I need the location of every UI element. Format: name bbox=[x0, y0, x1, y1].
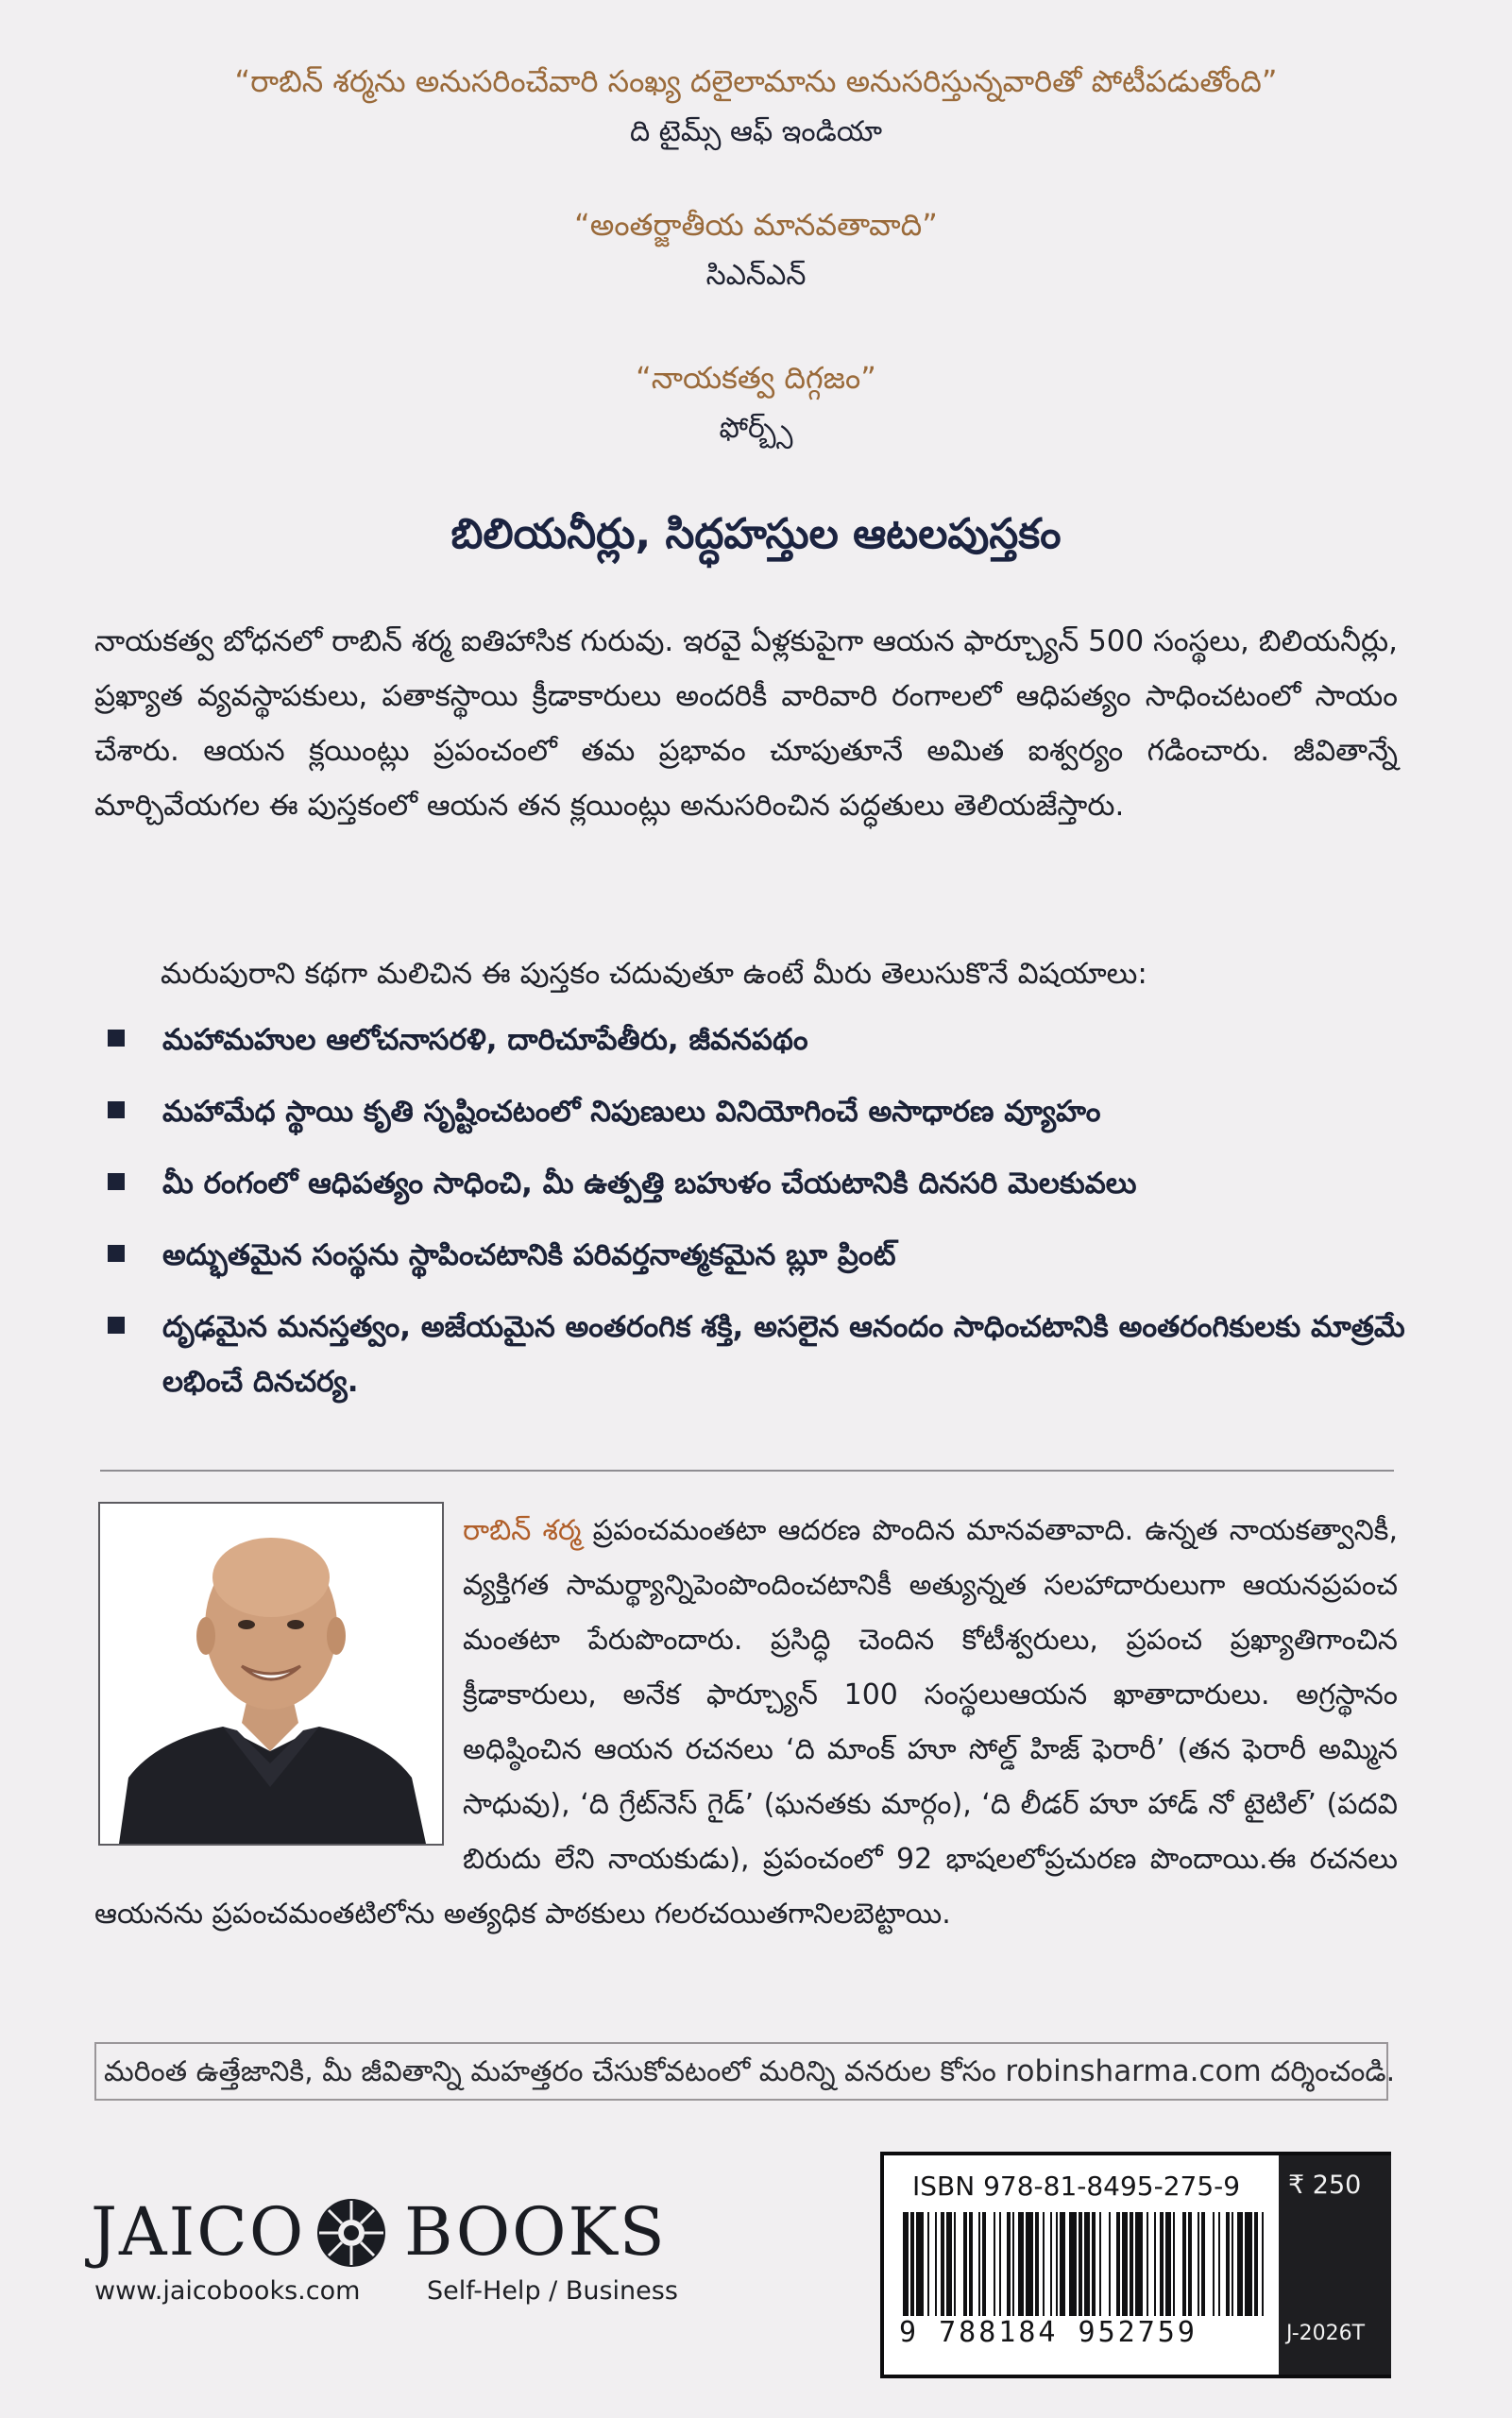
barcode-digits: 9 788184 952759 bbox=[899, 2316, 1198, 2349]
list-item-text: దృఢమైన మనస్తత్వం, అజేయమైన అంతరంగిక శక్తి, అసలైన ఆనందం సాధించటానికి అంతరంగికులకు మాత్రమే లభించే దినచర్య. bbox=[162, 1310, 1405, 1399]
author-name: రాబిన్ శర్మ bbox=[463, 1514, 582, 1547]
square-bullet-icon bbox=[108, 1317, 125, 1334]
praise-forbes bbox=[0, 355, 1512, 451]
book-category: Self-Help / Business bbox=[427, 2276, 678, 2306]
author-photo bbox=[98, 1502, 444, 1846]
list-item bbox=[102, 1156, 1405, 1211]
barcode-panel bbox=[880, 2152, 1391, 2378]
praise-quote: “నాయకత్వ దిగ్గజం” bbox=[636, 360, 876, 396]
list-item bbox=[102, 1228, 1405, 1283]
square-bullet-icon bbox=[108, 1245, 125, 1262]
price-panel bbox=[1279, 2155, 1391, 2375]
isbn-label: ISBN 978-81-8495-275-9 bbox=[912, 2171, 1241, 2202]
list-item-text: మహామహుల ఆలోచనాసరళి, దారిచూపేతీరు, జీవనపథం bbox=[162, 1023, 808, 1057]
list-item-text: మహామేధ స్థాయి కృతి సృష్టించటంలో నిపుణులు వినియోగించే అసాధారణ వ్యూహం bbox=[162, 1095, 1101, 1129]
list-item bbox=[102, 1084, 1405, 1139]
website-note-lead: మరింత ఉత్తేజానికి, మీ జీవితాన్ని మహత్తరం చేసుకోవటంలో మరిన్ని వనరుల కోసం bbox=[104, 2055, 1006, 2088]
praise-quote: “రాబిన్ శర్మను అనుసరించేవారి సంఖ్య దలైలామాను అనుసరిస్తున్నవారితో పోటీపడుతోంది” bbox=[234, 63, 1278, 99]
list-item bbox=[102, 1013, 1405, 1067]
praise-source: సిఎన్ఎన్ bbox=[705, 259, 807, 292]
list-item bbox=[102, 1300, 1405, 1409]
blurb-heading: బిలియనీర్లు, సిద్ధహస్తుల ఆటలపుస్తకం bbox=[450, 510, 1062, 558]
square-bullet-icon bbox=[108, 1173, 125, 1190]
praise-source: ది టైమ్స్ ఆఫ్ ఇండియా bbox=[629, 115, 883, 148]
barcode-icon bbox=[897, 2212, 1275, 2316]
author-website-link[interactable]: robinsharma.com bbox=[1005, 2054, 1262, 2088]
list-item-text: మీ రంగంలో ఆధిపత్యం సాధించి, మీ ఉత్పత్తి బహుళం చేయటానికి దినసరి మెలకువలు bbox=[162, 1166, 1137, 1200]
section-divider bbox=[100, 1470, 1394, 1472]
jaico-wheel-icon bbox=[315, 2197, 387, 2269]
praise-cnn bbox=[0, 202, 1512, 298]
logo-word-left: JAICO bbox=[91, 2193, 306, 2271]
author-portrait-icon bbox=[100, 1504, 442, 1844]
logo-word-right: BOOKS bbox=[404, 2193, 667, 2271]
website-note-tail: దర్శించండి. bbox=[1261, 2055, 1396, 2088]
square-bullet-icon bbox=[108, 1101, 125, 1118]
bullets-lead-in: మరుపురాని కథగా మలిచిన ఈ పుస్తకం చదువుతూ ఉంటే మీరు తెలుసుకొనే విషయాలు: bbox=[161, 957, 1147, 991]
list-item-text: అద్భుతమైన సంస్థను స్థాపించటానికి పరివర్తనాత్మకమైన బ్లూ ప్రింట్ bbox=[162, 1238, 896, 1272]
price-tag: ₹ 250 bbox=[1288, 2171, 1362, 2200]
square-bullet-icon bbox=[108, 1030, 125, 1047]
website-note bbox=[94, 2042, 1396, 2101]
catalog-code: J-2026T bbox=[1286, 2322, 1366, 2345]
key-points-list bbox=[102, 1013, 1405, 1426]
publisher-website[interactable]: www.jaicobooks.com bbox=[94, 2276, 361, 2306]
praise-source: ఫోర్బ్స్ bbox=[719, 412, 793, 445]
praise-times-of-india bbox=[0, 59, 1512, 155]
praise-quote: “అంతర్జాతీయ మానవతావాది” bbox=[574, 207, 938, 243]
intro-paragraph: నాయకత్వ బోధనలో రాబిన్ శర్మ ఐతిహాసిక గురువు. ఇరవై ఏళ్లకుపైగా ఆయన ఫార్చ్యూన్ 500 సంస్థలు, బిలియనీర్లు, ప్రఖ్యాత వ్యవస్థాపకులు, పతాకస్థాయి క్రీడాకారులు అందరికీ వారివారి రంగాలలో ఆధిపత్యం సాధించటంలో సాయం చేశారు. ఆయన క్లయింట్లు ప్రపంచంలో తమ ప్రభావం చూపుతూనే అమిత ఐశ్వర్యం గడించారు. జీవితాన్నే మార్చివేయగల ఈ పుస్తకంలో ఆయన తన క్లయింట్లు అనుసరించిన పద్ధతులు తెలియజేస్తారు. bbox=[94, 624, 1398, 823]
author-bio-text: ప్రపంచమంతటా ఆదరణ పొందిన మానవతావాది. ఉన్నత నాయకత్వానికీ, వ్యక్తిగత సామర్థ్యాన్నిపెంపొందించటానికీ అత్యున్నత సలహాదారులుగా ఆయనప్రపంచ మంతటా పేరుపొందారు. ప్రసిద్ధి చెందిన కోటీశ్వరులు, ప్రపంచ ప్రఖ్యాతిగాంచిన క్రీడాకారులు, అనేక ఫార్చ్యూన్ 100 సంస్థలుఆయన ఖాతాదారులు. అగ్రస్థానం అధిష్ఠించిన ఆయన రచనలు ‘ది మాంక్ హూ సోల్డ్ హిజ్ ఫెరారీ’ (తన ఫెరారీ అమ్మిన సాధువు), ‘ది గ్రేట్‌నెస్ గైడ్’ (ఘనతకు మార్గం), ‘ది లీడర్ హూ హాడ్ నో టైటిల్’ (పదవి బిరుదు లేని నాయకుడు), ప్రపంచంలో 92 భాషలలోప్రచురణ పొందాయి.ఈ రచనలు ఆయనను ప్రపంచమంతటిలోను అత్యధిక పాఠకులు గలరచయితగానిలబెట్టాయి. bbox=[94, 1514, 1398, 1931]
